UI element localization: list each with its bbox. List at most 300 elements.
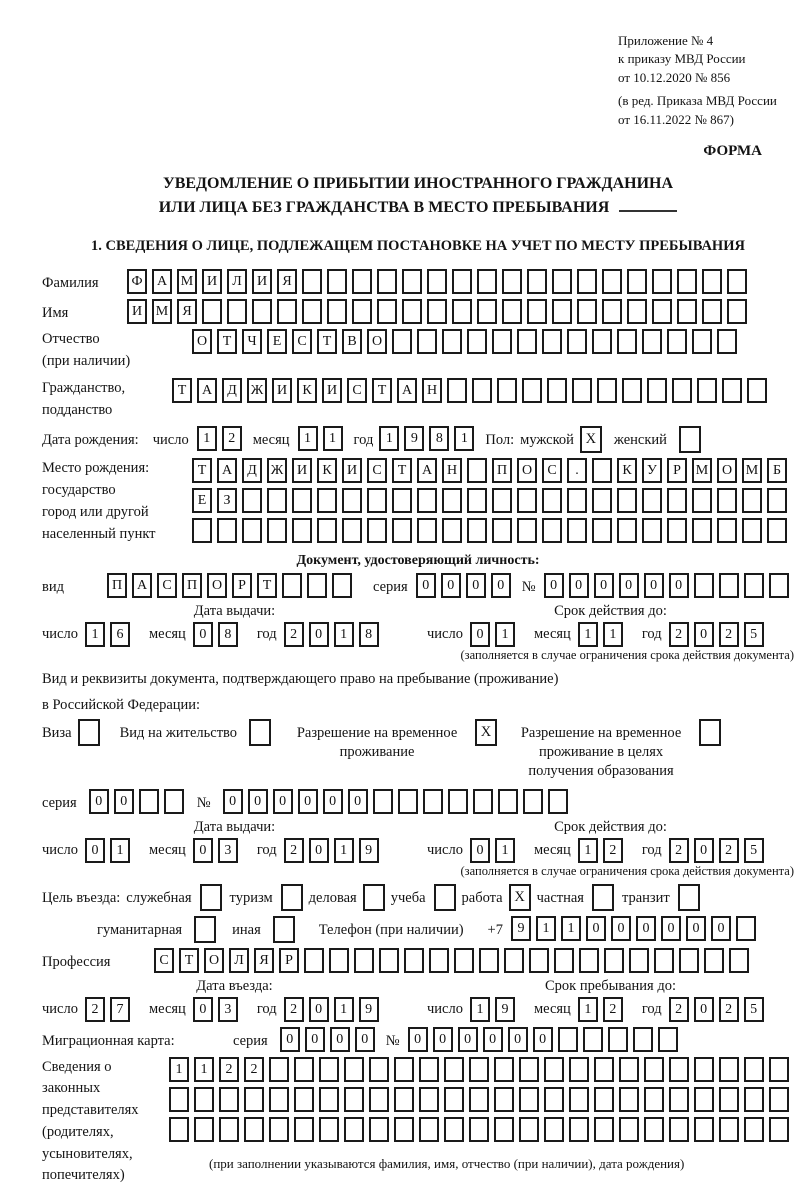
- birth-place-row1-cell[interactable]: Р: [667, 458, 687, 483]
- residence-issue-year-cell[interactable]: 9: [359, 838, 379, 863]
- birth-place-row3-cell[interactable]: [542, 518, 562, 543]
- representatives-row2-cell[interactable]: [744, 1087, 764, 1112]
- surname-cell[interactable]: [577, 269, 597, 294]
- representatives-row2-cell[interactable]: [169, 1087, 189, 1112]
- representatives-row3-cell[interactable]: [694, 1117, 714, 1142]
- identity-number-cell[interactable]: [694, 573, 714, 598]
- identity-issue-month-cell[interactable]: 0: [193, 622, 213, 647]
- representatives-row1-cell[interactable]: [419, 1057, 439, 1082]
- surname-cell[interactable]: [402, 269, 422, 294]
- birth-place-row3-cell[interactable]: [217, 518, 237, 543]
- residence-issue-day-cell[interactable]: 1: [110, 838, 130, 863]
- residence-number-cell[interactable]: [523, 789, 543, 814]
- representatives-row3-cell[interactable]: [569, 1117, 589, 1142]
- residence-number-cell[interactable]: [548, 789, 568, 814]
- stay-month-cell[interactable]: 1: [578, 997, 598, 1022]
- birth-place-row1-cell[interactable]: .: [567, 458, 587, 483]
- profession-cell[interactable]: Т: [179, 948, 199, 973]
- birth-place-row2-cell[interactable]: [367, 488, 387, 513]
- birth-place-row3-cell[interactable]: [292, 518, 312, 543]
- birth-place-row3-cell[interactable]: [692, 518, 712, 543]
- representatives-row2-cell[interactable]: [294, 1087, 314, 1112]
- representatives-row1-cell[interactable]: [494, 1057, 514, 1082]
- residence-permit-checkbox[interactable]: [249, 719, 271, 746]
- birth-year-cell[interactable]: 9: [404, 426, 424, 451]
- residence-number-cell[interactable]: [448, 789, 468, 814]
- firstname-cell[interactable]: [652, 299, 672, 324]
- citizenship-cell[interactable]: С: [347, 378, 367, 403]
- surname-cell[interactable]: [302, 269, 322, 294]
- patronymic-cell[interactable]: Т: [217, 329, 237, 354]
- birth-place-row3-cell[interactable]: [242, 518, 262, 543]
- firstname-cell[interactable]: [452, 299, 472, 324]
- birth-place-row3-cell[interactable]: [417, 518, 437, 543]
- identity-kind-cell[interactable]: С: [157, 573, 177, 598]
- patronymic-cell[interactable]: [617, 329, 637, 354]
- representatives-row1-cell[interactable]: [669, 1057, 689, 1082]
- birth-place-row3-cell[interactable]: [667, 518, 687, 543]
- representatives-row1-cell[interactable]: [319, 1057, 339, 1082]
- stay-day-cell[interactable]: 9: [495, 997, 515, 1022]
- representatives-row3-cell[interactable]: [744, 1117, 764, 1142]
- residence-series-cell[interactable]: 0: [89, 789, 109, 814]
- purpose-work-checkbox[interactable]: X: [509, 884, 531, 911]
- purpose-study-checkbox[interactable]: [434, 884, 456, 911]
- firstname-cell[interactable]: [502, 299, 522, 324]
- representatives-row2-cell[interactable]: [544, 1087, 564, 1112]
- residence-issue-year-cell[interactable]: 2: [284, 838, 304, 863]
- birth-place-row1-cell[interactable]: П: [492, 458, 512, 483]
- residence-number-cell[interactable]: [498, 789, 518, 814]
- representatives-row1-cell[interactable]: [694, 1057, 714, 1082]
- patronymic-cell[interactable]: [467, 329, 487, 354]
- representatives-row1-cell[interactable]: 2: [219, 1057, 239, 1082]
- representatives-row2-cell[interactable]: [719, 1087, 739, 1112]
- representatives-row3-cell[interactable]: [344, 1117, 364, 1142]
- identity-number-cell[interactable]: 0: [569, 573, 589, 598]
- representatives-row3-cell[interactable]: [294, 1117, 314, 1142]
- birth-place-row3-cell[interactable]: [342, 518, 362, 543]
- surname-cell[interactable]: Ф: [127, 269, 147, 294]
- representatives-row1-cell[interactable]: 2: [244, 1057, 264, 1082]
- representatives-row1-cell[interactable]: [294, 1057, 314, 1082]
- profession-cell[interactable]: [554, 948, 574, 973]
- firstname-cell[interactable]: [727, 299, 747, 324]
- birth-place-row1-cell[interactable]: С: [542, 458, 562, 483]
- profession-cell[interactable]: [604, 948, 624, 973]
- identity-issue-year-cell[interactable]: 1: [334, 622, 354, 647]
- residence-number-cell[interactable]: [373, 789, 393, 814]
- surname-cell[interactable]: [527, 269, 547, 294]
- birth-place-row3-cell[interactable]: [517, 518, 537, 543]
- representatives-row3-cell[interactable]: [469, 1117, 489, 1142]
- birth-place-row1-cell[interactable]: [467, 458, 487, 483]
- representatives-row1-cell[interactable]: [619, 1057, 639, 1082]
- representatives-row2-cell[interactable]: [594, 1087, 614, 1112]
- citizenship-cell[interactable]: И: [322, 378, 342, 403]
- birth-place-row2-cell[interactable]: [442, 488, 462, 513]
- citizenship-cell[interactable]: [747, 378, 767, 403]
- representatives-row2-cell[interactable]: [469, 1087, 489, 1112]
- representatives-row3-cell[interactable]: [544, 1117, 564, 1142]
- birth-month-cell[interactable]: 1: [298, 426, 318, 451]
- purpose-transit-checkbox[interactable]: [678, 884, 700, 911]
- stay-year-cell[interactable]: 5: [744, 997, 764, 1022]
- birth-place-row3-cell[interactable]: [192, 518, 212, 543]
- representatives-row2-cell[interactable]: [494, 1087, 514, 1112]
- phone-cell[interactable]: 1: [536, 916, 556, 941]
- stay-year-cell[interactable]: 0: [694, 997, 714, 1022]
- surname-cell[interactable]: Л: [227, 269, 247, 294]
- patronymic-cell[interactable]: [692, 329, 712, 354]
- firstname-cell[interactable]: Я: [177, 299, 197, 324]
- birth-place-row2-cell[interactable]: [642, 488, 662, 513]
- identity-series-cell[interactable]: 0: [416, 573, 436, 598]
- surname-cell[interactable]: [427, 269, 447, 294]
- migration-series-cell[interactable]: 0: [330, 1027, 350, 1052]
- representatives-row2-cell[interactable]: [194, 1087, 214, 1112]
- birth-place-row2-cell[interactable]: З: [217, 488, 237, 513]
- firstname-cell[interactable]: [402, 299, 422, 324]
- birth-place-row3-cell[interactable]: [767, 518, 787, 543]
- representatives-row2-cell[interactable]: [694, 1087, 714, 1112]
- identity-number-cell[interactable]: 0: [619, 573, 639, 598]
- stay-day-cell[interactable]: 1: [470, 997, 490, 1022]
- patronymic-cell[interactable]: [492, 329, 512, 354]
- representatives-row3-cell[interactable]: [194, 1117, 214, 1142]
- birth-place-row3-cell[interactable]: [717, 518, 737, 543]
- residence-expiry-day-cell[interactable]: 1: [495, 838, 515, 863]
- representatives-row1-cell[interactable]: [469, 1057, 489, 1082]
- profession-cell[interactable]: [529, 948, 549, 973]
- representatives-row1-cell[interactable]: [719, 1057, 739, 1082]
- migration-number-cell[interactable]: 0: [433, 1027, 453, 1052]
- profession-cell[interactable]: [429, 948, 449, 973]
- surname-cell[interactable]: [627, 269, 647, 294]
- representatives-row3-cell[interactable]: [319, 1117, 339, 1142]
- representatives-row2-cell[interactable]: [644, 1087, 664, 1112]
- representatives-row2-cell[interactable]: [344, 1087, 364, 1112]
- citizenship-cell[interactable]: [447, 378, 467, 403]
- entry-day-cell[interactable]: 7: [110, 997, 130, 1022]
- representatives-row1-cell[interactable]: [369, 1057, 389, 1082]
- representatives-row3-cell[interactable]: [669, 1117, 689, 1142]
- birth-place-row1-cell[interactable]: Д: [242, 458, 262, 483]
- birth-place-row3-cell[interactable]: [367, 518, 387, 543]
- entry-year-cell[interactable]: 1: [334, 997, 354, 1022]
- migration-number-cell[interactable]: 0: [508, 1027, 528, 1052]
- identity-expiry-day-cell[interactable]: 1: [495, 622, 515, 647]
- citizenship-cell[interactable]: [722, 378, 742, 403]
- residence-number-cell[interactable]: 0: [323, 789, 343, 814]
- citizenship-cell[interactable]: [472, 378, 492, 403]
- profession-cell[interactable]: [504, 948, 524, 973]
- birth-place-row2-cell[interactable]: [592, 488, 612, 513]
- residence-series-cell[interactable]: 0: [114, 789, 134, 814]
- residence-expiry-year-cell[interactable]: 2: [669, 838, 689, 863]
- birth-place-row2-cell[interactable]: Е: [192, 488, 212, 513]
- entry-year-cell[interactable]: 0: [309, 997, 329, 1022]
- citizenship-cell[interactable]: Н: [422, 378, 442, 403]
- citizenship-cell[interactable]: [622, 378, 642, 403]
- profession-cell[interactable]: [579, 948, 599, 973]
- firstname-cell[interactable]: [552, 299, 572, 324]
- birth-year-cell[interactable]: 8: [429, 426, 449, 451]
- migration-number-cell[interactable]: 0: [458, 1027, 478, 1052]
- citizenship-cell[interactable]: Т: [372, 378, 392, 403]
- profession-cell[interactable]: С: [154, 948, 174, 973]
- migration-number-cell[interactable]: 0: [408, 1027, 428, 1052]
- identity-expiry-year-cell[interactable]: 0: [694, 622, 714, 647]
- phone-cell[interactable]: 9: [511, 916, 531, 941]
- entry-year-cell[interactable]: 2: [284, 997, 304, 1022]
- birth-place-row2-cell[interactable]: [692, 488, 712, 513]
- identity-expiry-year-cell[interactable]: 2: [719, 622, 739, 647]
- identity-expiry-month-cell[interactable]: 1: [578, 622, 598, 647]
- patronymic-cell[interactable]: [667, 329, 687, 354]
- residence-issue-year-cell[interactable]: 0: [309, 838, 329, 863]
- firstname-cell[interactable]: [252, 299, 272, 324]
- identity-series-cell[interactable]: 0: [491, 573, 511, 598]
- citizenship-cell[interactable]: А: [197, 378, 217, 403]
- purpose-other-checkbox[interactable]: [273, 916, 295, 943]
- surname-cell[interactable]: [702, 269, 722, 294]
- citizenship-cell[interactable]: [497, 378, 517, 403]
- identity-expiry-year-cell[interactable]: 2: [669, 622, 689, 647]
- birth-place-row2-cell[interactable]: [417, 488, 437, 513]
- citizenship-cell[interactable]: [522, 378, 542, 403]
- patronymic-cell[interactable]: Т: [317, 329, 337, 354]
- firstname-cell[interactable]: [327, 299, 347, 324]
- patronymic-cell[interactable]: [417, 329, 437, 354]
- surname-cell[interactable]: [502, 269, 522, 294]
- identity-kind-cell[interactable]: П: [182, 573, 202, 598]
- residence-number-cell[interactable]: 0: [223, 789, 243, 814]
- phone-cell[interactable]: 1: [561, 916, 581, 941]
- birth-place-row2-cell[interactable]: [767, 488, 787, 513]
- identity-kind-cell[interactable]: А: [132, 573, 152, 598]
- surname-cell[interactable]: [452, 269, 472, 294]
- identity-series-cell[interactable]: 0: [441, 573, 461, 598]
- stay-year-cell[interactable]: 2: [719, 997, 739, 1022]
- representatives-row1-cell[interactable]: 1: [194, 1057, 214, 1082]
- birth-place-row1-cell[interactable]: У: [642, 458, 662, 483]
- birth-place-row2-cell[interactable]: [292, 488, 312, 513]
- residence-number-cell[interactable]: 0: [348, 789, 368, 814]
- profession-cell[interactable]: [479, 948, 499, 973]
- birth-place-row3-cell[interactable]: [742, 518, 762, 543]
- representatives-row3-cell[interactable]: [719, 1117, 739, 1142]
- representatives-row2-cell[interactable]: [669, 1087, 689, 1112]
- representatives-row1-cell[interactable]: [344, 1057, 364, 1082]
- identity-kind-cell[interactable]: О: [207, 573, 227, 598]
- residence-expiry-month-cell[interactable]: 2: [603, 838, 623, 863]
- firstname-cell[interactable]: М: [152, 299, 172, 324]
- profession-cell[interactable]: Я: [254, 948, 274, 973]
- representatives-row3-cell[interactable]: [444, 1117, 464, 1142]
- patronymic-cell[interactable]: О: [192, 329, 212, 354]
- birth-place-row1-cell[interactable]: К: [317, 458, 337, 483]
- birth-place-row2-cell[interactable]: [392, 488, 412, 513]
- profession-cell[interactable]: [379, 948, 399, 973]
- birth-day-cell[interactable]: 2: [222, 426, 242, 451]
- birth-place-row1-cell[interactable]: С: [367, 458, 387, 483]
- identity-kind-cell[interactable]: [282, 573, 302, 598]
- purpose-business-checkbox[interactable]: [363, 884, 385, 911]
- residence-expiry-year-cell[interactable]: 0: [694, 838, 714, 863]
- identity-number-cell[interactable]: 0: [669, 573, 689, 598]
- surname-cell[interactable]: [377, 269, 397, 294]
- entry-month-cell[interactable]: 3: [218, 997, 238, 1022]
- patronymic-cell[interactable]: [717, 329, 737, 354]
- birth-place-row2-cell[interactable]: [617, 488, 637, 513]
- stay-month-cell[interactable]: 2: [603, 997, 623, 1022]
- firstname-cell[interactable]: [277, 299, 297, 324]
- patronymic-cell[interactable]: [442, 329, 462, 354]
- citizenship-cell[interactable]: И: [272, 378, 292, 403]
- profession-cell[interactable]: [654, 948, 674, 973]
- birth-year-cell[interactable]: 1: [379, 426, 399, 451]
- identity-issue-day-cell[interactable]: 6: [110, 622, 130, 647]
- birth-place-row1-cell[interactable]: А: [217, 458, 237, 483]
- migration-number-cell[interactable]: 0: [533, 1027, 553, 1052]
- citizenship-cell[interactable]: [647, 378, 667, 403]
- representatives-row3-cell[interactable]: [394, 1117, 414, 1142]
- patronymic-cell[interactable]: Е: [267, 329, 287, 354]
- firstname-cell[interactable]: [527, 299, 547, 324]
- birth-place-row1-cell[interactable]: М: [742, 458, 762, 483]
- birth-place-row3-cell[interactable]: [642, 518, 662, 543]
- birth-place-row1-cell[interactable]: Н: [442, 458, 462, 483]
- citizenship-cell[interactable]: [672, 378, 692, 403]
- identity-kind-cell[interactable]: П: [107, 573, 127, 598]
- citizenship-cell[interactable]: Ж: [247, 378, 267, 403]
- stay-year-cell[interactable]: 2: [669, 997, 689, 1022]
- birth-place-row2-cell[interactable]: [667, 488, 687, 513]
- citizenship-cell[interactable]: Д: [222, 378, 242, 403]
- migration-series-cell[interactable]: 0: [280, 1027, 300, 1052]
- firstname-cell[interactable]: [602, 299, 622, 324]
- representatives-row3-cell[interactable]: [244, 1117, 264, 1142]
- citizenship-cell[interactable]: Т: [172, 378, 192, 403]
- representatives-row1-cell[interactable]: [769, 1057, 789, 1082]
- residence-number-cell[interactable]: [398, 789, 418, 814]
- residence-expiry-day-cell[interactable]: 0: [470, 838, 490, 863]
- visa-checkbox[interactable]: [78, 719, 100, 746]
- sex-female-checkbox[interactable]: [679, 426, 701, 453]
- representatives-row3-cell[interactable]: [494, 1117, 514, 1142]
- residence-number-cell[interactable]: [423, 789, 443, 814]
- profession-cell[interactable]: [729, 948, 749, 973]
- birth-place-row3-cell[interactable]: [317, 518, 337, 543]
- identity-kind-cell[interactable]: Р: [232, 573, 252, 598]
- sex-male-checkbox[interactable]: X: [580, 426, 602, 453]
- identity-kind-cell[interactable]: Т: [257, 573, 277, 598]
- birth-year-cell[interactable]: 1: [454, 426, 474, 451]
- birth-place-row2-cell[interactable]: [742, 488, 762, 513]
- birth-place-row3-cell[interactable]: [442, 518, 462, 543]
- residence-number-cell[interactable]: [473, 789, 493, 814]
- patronymic-cell[interactable]: [567, 329, 587, 354]
- identity-issue-year-cell[interactable]: 2: [284, 622, 304, 647]
- identity-issue-month-cell[interactable]: 8: [218, 622, 238, 647]
- residence-expiry-year-cell[interactable]: 2: [719, 838, 739, 863]
- identity-expiry-year-cell[interactable]: 5: [744, 622, 764, 647]
- birth-month-cell[interactable]: 1: [323, 426, 343, 451]
- identity-issue-day-cell[interactable]: 1: [85, 622, 105, 647]
- profession-cell[interactable]: [629, 948, 649, 973]
- identity-number-cell[interactable]: 0: [644, 573, 664, 598]
- birth-place-row1-cell[interactable]: Ж: [267, 458, 287, 483]
- identity-series-cell[interactable]: 0: [466, 573, 486, 598]
- residence-issue-month-cell[interactable]: 0: [193, 838, 213, 863]
- surname-cell[interactable]: [352, 269, 372, 294]
- residence-number-cell[interactable]: 0: [273, 789, 293, 814]
- phone-cell[interactable]: [736, 916, 756, 941]
- representatives-row1-cell[interactable]: [569, 1057, 589, 1082]
- citizenship-cell[interactable]: [572, 378, 592, 403]
- representatives-row2-cell[interactable]: [269, 1087, 289, 1112]
- birth-place-row2-cell[interactable]: [542, 488, 562, 513]
- representatives-row2-cell[interactable]: [419, 1087, 439, 1112]
- firstname-cell[interactable]: [702, 299, 722, 324]
- representatives-row2-cell[interactable]: [769, 1087, 789, 1112]
- residence-number-cell[interactable]: 0: [298, 789, 318, 814]
- purpose-humanitarian-checkbox[interactable]: [194, 916, 216, 943]
- representatives-row2-cell[interactable]: [394, 1087, 414, 1112]
- surname-cell[interactable]: А: [152, 269, 172, 294]
- profession-cell[interactable]: [304, 948, 324, 973]
- phone-cell[interactable]: 0: [686, 916, 706, 941]
- firstname-cell[interactable]: [227, 299, 247, 324]
- residence-issue-month-cell[interactable]: 3: [218, 838, 238, 863]
- birth-place-row3-cell[interactable]: [567, 518, 587, 543]
- representatives-row2-cell[interactable]: [569, 1087, 589, 1112]
- citizenship-cell[interactable]: К: [297, 378, 317, 403]
- birth-day-cell[interactable]: 1: [197, 426, 217, 451]
- surname-cell[interactable]: Я: [277, 269, 297, 294]
- identity-issue-year-cell[interactable]: 0: [309, 622, 329, 647]
- representatives-row3-cell[interactable]: [419, 1117, 439, 1142]
- migration-number-cell[interactable]: [583, 1027, 603, 1052]
- birth-place-row1-cell[interactable]: И: [342, 458, 362, 483]
- phone-cell[interactable]: 0: [661, 916, 681, 941]
- patronymic-cell[interactable]: Ч: [242, 329, 262, 354]
- birth-place-row2-cell[interactable]: [567, 488, 587, 513]
- representatives-row3-cell[interactable]: [519, 1117, 539, 1142]
- representatives-row1-cell[interactable]: [269, 1057, 289, 1082]
- representatives-row3-cell[interactable]: [369, 1117, 389, 1142]
- phone-cell[interactable]: 0: [611, 916, 631, 941]
- entry-month-cell[interactable]: 0: [193, 997, 213, 1022]
- migration-number-cell[interactable]: [633, 1027, 653, 1052]
- migration-number-cell[interactable]: 0: [483, 1027, 503, 1052]
- representatives-row3-cell[interactable]: [619, 1117, 639, 1142]
- birth-place-row3-cell[interactable]: [392, 518, 412, 543]
- surname-cell[interactable]: [727, 269, 747, 294]
- representatives-row2-cell[interactable]: [519, 1087, 539, 1112]
- firstname-cell[interactable]: [202, 299, 222, 324]
- representatives-row2-cell[interactable]: [369, 1087, 389, 1112]
- representatives-row1-cell[interactable]: [644, 1057, 664, 1082]
- patronymic-cell[interactable]: [592, 329, 612, 354]
- birth-place-row3-cell[interactable]: [592, 518, 612, 543]
- identity-expiry-day-cell[interactable]: 0: [470, 622, 490, 647]
- birth-place-row1-cell[interactable]: Б: [767, 458, 787, 483]
- patronymic-cell[interactable]: О: [367, 329, 387, 354]
- representatives-row1-cell[interactable]: [744, 1057, 764, 1082]
- profession-cell[interactable]: Р: [279, 948, 299, 973]
